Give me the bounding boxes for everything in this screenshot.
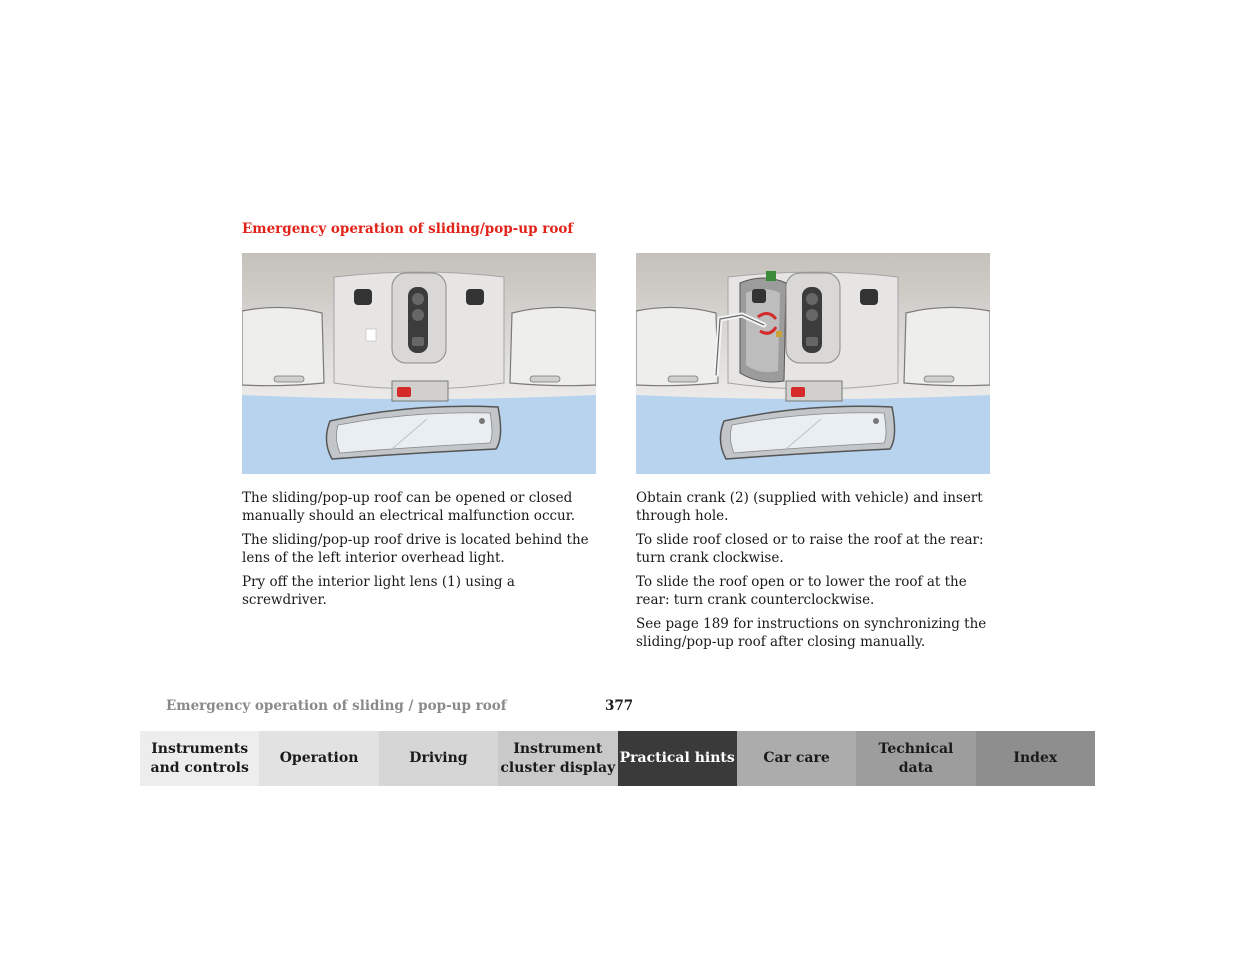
paragraph: The sliding/pop-up roof drive is located behind the lens of the left interior overhead light. <box>242 532 589 566</box>
crank-insertion-illustration <box>636 253 990 474</box>
paragraph: The sliding/pop-up roof can be opened or closed manually should an electrical malfunction occur. <box>242 490 576 524</box>
tab-car-care[interactable]: Car care <box>737 731 856 786</box>
overhead-control-illustration <box>242 253 596 474</box>
paragraph: Pry off the interior light lens (1) using a screwdriver. <box>242 574 515 608</box>
paragraph: Obtain crank (2) (supplied with vehicle) and insert through hole. <box>636 490 983 524</box>
tab-instrument-cluster-display[interactable]: Instrument cluster display <box>498 731 617 786</box>
tab-index[interactable]: Index <box>976 731 1095 786</box>
tab-driving[interactable]: Driving <box>379 731 498 786</box>
page-number: 377 <box>605 698 634 714</box>
footer-section-title: Emergency operation of sliding / pop-up roof <box>166 698 507 714</box>
tab-instruments-and-controls[interactable]: Instruments and controls <box>140 731 259 786</box>
paragraph: See page 189 for instructions on synchronizing the sliding/pop-up roof after closing manually. <box>636 616 987 650</box>
tab-technical-data[interactable]: Technical data <box>856 731 975 786</box>
right-text-column <box>636 490 996 658</box>
left-text-column <box>242 490 602 616</box>
section-title: Emergency operation of sliding/pop-up roof <box>242 221 574 237</box>
paragraph: To slide roof closed or to raise the roof at the rear: turn crank clockwise. <box>636 532 984 566</box>
tab-practical-hints[interactable]: Practical hints <box>618 731 737 786</box>
chapter-navigation <box>140 731 1095 786</box>
paragraph: To slide the roof open or to lower the roof at the rear: turn crank counterclockwise. <box>636 574 967 608</box>
tab-operation[interactable]: Operation <box>259 731 378 786</box>
